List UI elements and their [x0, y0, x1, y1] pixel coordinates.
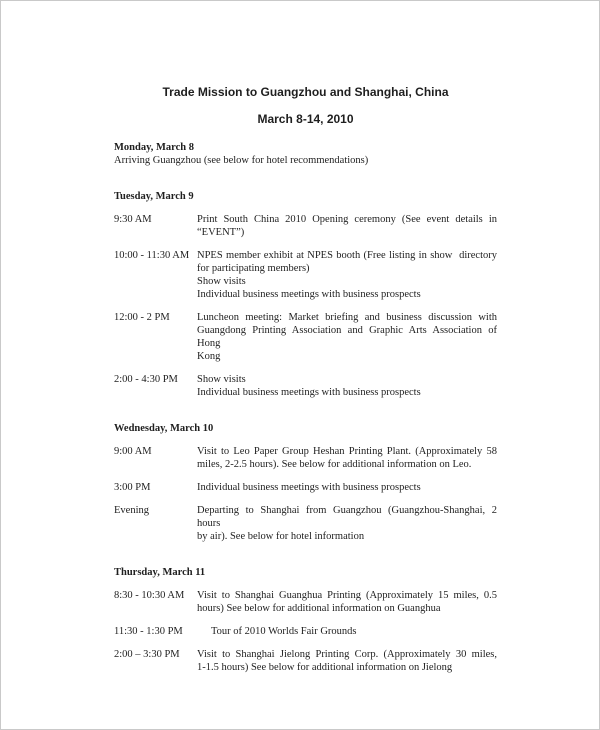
schedule-row [114, 445, 497, 471]
event-description [197, 648, 497, 674]
description-line: Guangdong Printing Association and Graphic Arts Association of Hong [197, 325, 497, 349]
event-description [197, 213, 497, 239]
schedule-row [114, 504, 497, 543]
day-section-monday [114, 141, 497, 167]
schedule-row [114, 311, 497, 363]
schedule-row [114, 648, 497, 674]
document-title: Trade Mission to Guangzhou and Shanghai, China [162, 85, 449, 99]
day-section-thursday [114, 566, 497, 674]
schedule-row [114, 481, 497, 494]
description-line: Print South China 2010 Opening ceremony (See event details in [197, 214, 497, 225]
event-description [197, 504, 497, 543]
description-line: by air). See below for hotel information [197, 531, 365, 542]
time-label: 3:00 PM [114, 482, 151, 493]
time-label: 11:30 - 1:30 PM [114, 626, 183, 637]
schedule-row [114, 213, 497, 239]
event-description [197, 373, 497, 399]
event-description [197, 249, 497, 301]
day-header: Thursday, March 11 [114, 567, 206, 578]
description-line: Tour of 2010 Worlds Fair Grounds [211, 626, 357, 637]
description-line: “EVENT”) [197, 227, 245, 238]
event-description [197, 625, 497, 638]
description-line: Departing to Shanghai from Guangzhou (Guangzhou-Shanghai, 2 hours [197, 505, 497, 529]
description-line: Show visits [197, 276, 246, 287]
description-line: Individual business meetings with business prospects [197, 482, 421, 493]
description-line: Visit to Leo Paper Group Heshan Printing Plant. (Approximately 58 [197, 446, 497, 457]
time-label: 2:00 – 3:30 PM [114, 649, 180, 660]
time-label: 9:30 AM [114, 214, 152, 225]
document-date-range: March 8-14, 2010 [257, 112, 354, 126]
day-section-wednesday [114, 422, 497, 543]
day-header: Tuesday, March 9 [114, 191, 194, 202]
description-line: NPES member exhibit at NPES booth (Free listing in show directory [197, 250, 497, 261]
time-label: Evening [114, 505, 149, 516]
time-label: 2:00 - 4:30 PM [114, 374, 178, 385]
description-line: Show visits [197, 374, 246, 385]
day-section-tuesday [114, 190, 497, 399]
description-line: 1-1.5 hours) See below for additional information on Jielong [197, 662, 453, 673]
schedule-row [114, 625, 497, 638]
description-line: Individual business meetings with business prospects [197, 387, 421, 398]
description-line: for participating members) [197, 263, 310, 274]
event-description [197, 589, 497, 615]
day-header: Wednesday, March 10 [114, 423, 214, 434]
time-label: 10:00 - 11:30 AM [114, 250, 190, 261]
description-line: hours) See below for additional information on Guanghua [197, 603, 441, 614]
description-line: Luncheon meeting: Market briefing and business discussion with [197, 312, 497, 323]
schedule-row [114, 373, 497, 399]
description-line: Visit to Shanghai Jielong Printing Corp. (Approximately 30 miles, [197, 649, 497, 660]
event-description [197, 311, 497, 363]
description-line: Individual business meetings with business prospects [197, 289, 421, 300]
schedule-row [114, 589, 497, 615]
description-line: miles, 2-2.5 hours). See below for additional information on Leo. [197, 459, 472, 470]
event-description [197, 445, 497, 471]
time-label: 9:00 AM [114, 446, 152, 457]
time-label: 12:00 - 2 PM [114, 312, 170, 323]
day-note: Arriving Guangzhou (see below for hotel recommendations) [114, 155, 369, 166]
event-description [197, 481, 497, 494]
schedule-row [114, 249, 497, 301]
description-line: Visit to Shanghai Guanghua Printing (Approximately 15 miles, 0.5 [197, 590, 497, 601]
description-line: Kong [197, 351, 221, 362]
time-label: 8:30 - 10:30 AM [114, 590, 185, 601]
day-header: Monday, March 8 [114, 142, 195, 153]
